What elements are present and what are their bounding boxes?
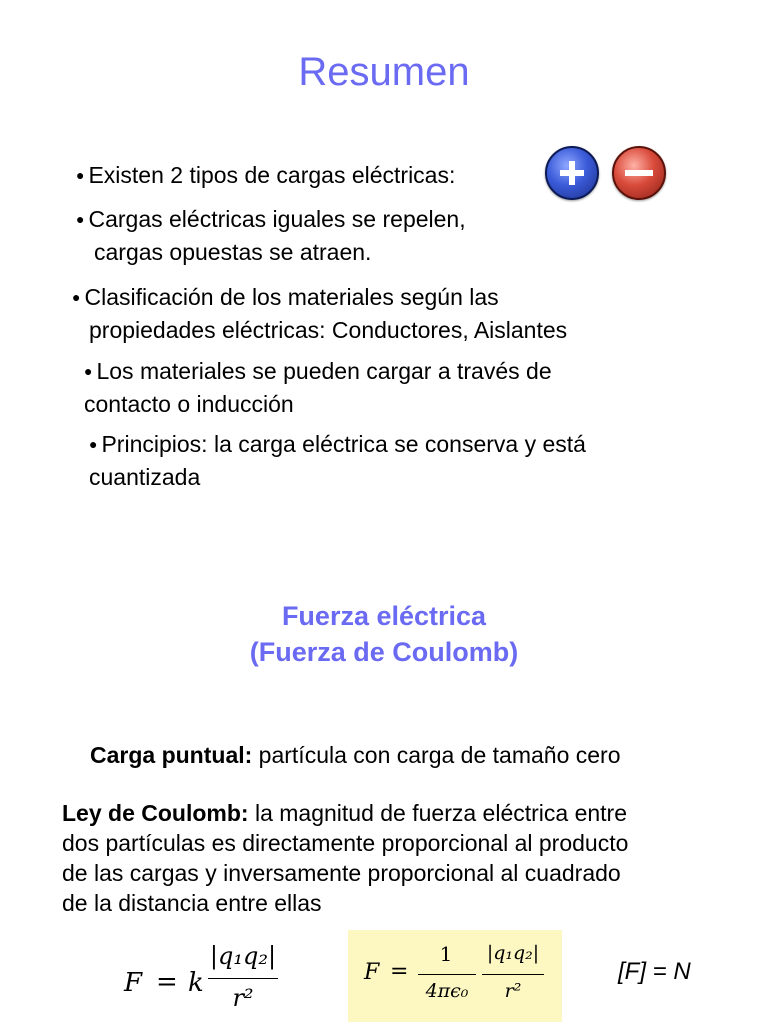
section-heading: [0, 598, 768, 670]
fraction-bar: [418, 974, 476, 975]
point-charge-definition: [90, 740, 621, 770]
formula-equals: =: [156, 967, 178, 997]
bullet-text-continued: cargas opuestas se atraen.: [94, 239, 372, 265]
formula-numerator-1: 1: [439, 942, 453, 966]
coulomb-text-line3: de las cargas y inversamente proporcional al cuadrado: [62, 860, 621, 886]
fraction-bar: [208, 978, 278, 979]
formula-numerator-2: |q₁q₂|: [486, 942, 540, 964]
formula-lhs: F: [364, 960, 380, 985]
point-charge-term: Carga puntual:: [90, 742, 253, 768]
bullet-text-continued: propiedades eléctricas: Conductores, Aislantes: [89, 317, 568, 343]
coulomb-term: Ley de Coulomb:: [62, 800, 249, 826]
section-heading-line1: Fuerza eléctrica: [281, 601, 487, 631]
bullet-text: Clasificación de los materiales según las: [84, 284, 499, 310]
coulomb-text-line4: de la distancia entre ellas: [62, 890, 322, 916]
bullet-charge-types: ● Existen 2 tipos de cargas eléctricas:: [76, 162, 456, 188]
coulomb-law-definition: [62, 798, 628, 918]
bullet-text: Cargas eléctricas iguales se repelen,: [88, 206, 466, 232]
formula-denominator: r²: [232, 984, 254, 1012]
minus-charge-icon: [612, 146, 666, 200]
bullet-text: Principios: la carga eléctrica se conserva y está: [101, 431, 586, 457]
formula-k: k: [188, 968, 204, 998]
bullet-charging: ● Los materiales se pueden cargar a través de contacto o inducción: [84, 358, 552, 417]
bullet-text: Existen 2 tipos de cargas eléctricas:: [88, 162, 456, 188]
bullet-text: Los materiales se pueden cargar a través de: [96, 358, 552, 384]
coulomb-text: la magnitud de fuerza eléctrica entre: [248, 800, 627, 826]
coulomb-formula-k: [120, 940, 290, 1020]
formula-denominator-1: 4πϵ₀: [425, 980, 469, 1002]
bullet-text-continued: cuantizada: [89, 464, 201, 490]
bullet-principles: ● Principios: la carga eléctrica se conserva y está cuantizada: [89, 431, 586, 490]
formula-numerator: |q₁q₂|: [209, 942, 277, 970]
force-units: [F] = N: [618, 958, 691, 985]
coulomb-formula-epsilon: [348, 930, 562, 1022]
bullet-attraction: ● Cargas eléctricas iguales se repelen, cargas opuestas se atraen.: [76, 206, 466, 265]
formula-lhs: F: [124, 968, 143, 998]
bullet-text-continued: contacto o inducción: [84, 391, 294, 417]
formula-equals: =: [390, 959, 409, 984]
section-heading-line2: (Fuerza de Coulomb): [249, 637, 519, 667]
formula-denominator-2: r²: [504, 980, 522, 1002]
point-charge-text: partícula con carga de tamaño cero: [252, 742, 621, 768]
bullet-materials: ● Clasificación de los materiales según las propiedades eléctricas: Conductores, Aislantes: [72, 284, 568, 343]
fraction-bar: [482, 974, 544, 975]
plus-charge-icon: [545, 146, 599, 200]
page-title: Resumen: [298, 50, 470, 94]
coulomb-text-line2: dos partículas es directamente proporcional al producto: [62, 830, 629, 856]
